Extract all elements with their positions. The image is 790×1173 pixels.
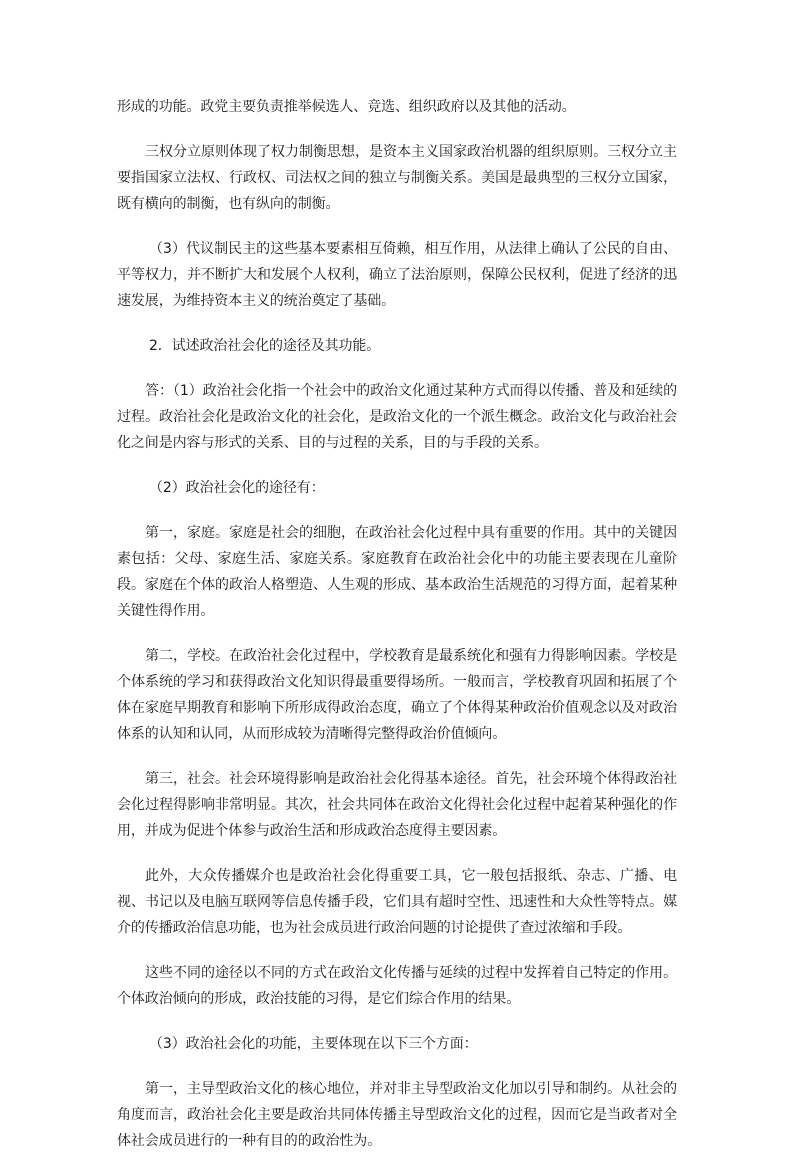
question-heading: 2．试述政治社会化的途径及其功能。 bbox=[149, 338, 381, 354]
paths-heading: （2）政治社会化的途径有： bbox=[149, 480, 325, 496]
paragraph-representative-democracy: （3）代议制民主的这些基本要素相互倚赖，相互作用，从法律上确认了公民的自由、平等权力，并不断扩大和发展个人权利，确立了法治原则，保障公民权利，促进了经济的迅速发展，为维持资本主义的统治奠定了基础。 bbox=[117, 241, 677, 309]
paragraph-separation-of-powers: 三权分立原则体现了权力制衡思想，是资本主义国家政治机器的组织原则。三权分立主要指国家立法权、行政权、司法权之间的独立与制衡关系。美国是最典型的三权分立国家，既有横向的制衡，也有纵向的制衡。 bbox=[117, 144, 677, 212]
document-page bbox=[117, 94, 677, 1173]
paragraph-family: 第一，家庭。家庭是社会的细胞，在政治社会化过程中具有重要的作用。其中的关键因素包括：父母、家庭生活、家庭关系。家庭教育在政治社会化中的功能主要表现在儿童阶段。家庭在个体的政治人格塑造、人生观的形成、基本政治生活规范的习得方面，起着某种关键性得作用。 bbox=[117, 525, 677, 619]
paragraph-school: 第二，学校。在政治社会化过程中，学校教育是最系统化和强有力得影响因素。学校是个体系统的学习和获得政治文化知识得最重要得场所。一般而言，学校教育巩固和拓展了个体在家庭早期教育和影响下所形成得政治态度，确立了个体得某种政治价值观念以及对政治体系的认知和认同，从而形成较为清晰得完整得政治价值倾向。 bbox=[117, 648, 677, 742]
paragraph-continuation: 形成的功能。政党主要负责推举候选人、竞选、组织政府以及其他的活动。 bbox=[117, 99, 576, 115]
paragraph-summary: 这些不同的途径以不同的方式在政治文化传播与延续的过程中发挥着自己特定的作用。个体政治倾向的形成，政治技能的习得，是它们综合作用的结果。 bbox=[117, 965, 677, 1007]
paragraph-mass-media: 此外，大众传播媒介也是政治社会化得重要工具，它一般包括报纸、杂志、广播、电视、书记以及电脑互联网等信息传播手段，它们具有超时空性、迅速性和大众性等特点。媒介的传播政治信息功能，也为社会成员进行政治问题的讨论提供了查过浓缩和手段。 bbox=[117, 868, 677, 936]
functions-heading: （3）政治社会化的功能，主要体现在以下三个方面： bbox=[149, 1036, 478, 1052]
answer-definition-paragraph: 答：（1）政治社会化指一个社会中的政治文化通过某种方式而得以传播、普及和延续的过程。政治社会化是政治文化的社会化，是政治文化的一个派生概念。政治文化与政治社会化之间是内容与形式的关系、目的与过程的关系，目的与手段的关系。 bbox=[117, 383, 677, 451]
paragraph-function-one: 第一，主导型政治文化的核心地位，并对非主导型政治文化加以引导和制约。从社会的角度而言，政治社会化主要是政治共同体传播主导型政治文化的过程，因而它是当政者对全体社会成员进行的一种有目的的政治性为。 bbox=[117, 1081, 677, 1149]
paragraph-society: 第三，社会。社会环境得影响是政治社会化得基本途径。首先，社会环境个体得政治社会化过程得影响非常明显。其次，社会共同体在政治文化得社会化过程中起着某种强化的作用，并成为促进个体参与政治生活和形成政治态度得主要因素。 bbox=[117, 771, 677, 839]
